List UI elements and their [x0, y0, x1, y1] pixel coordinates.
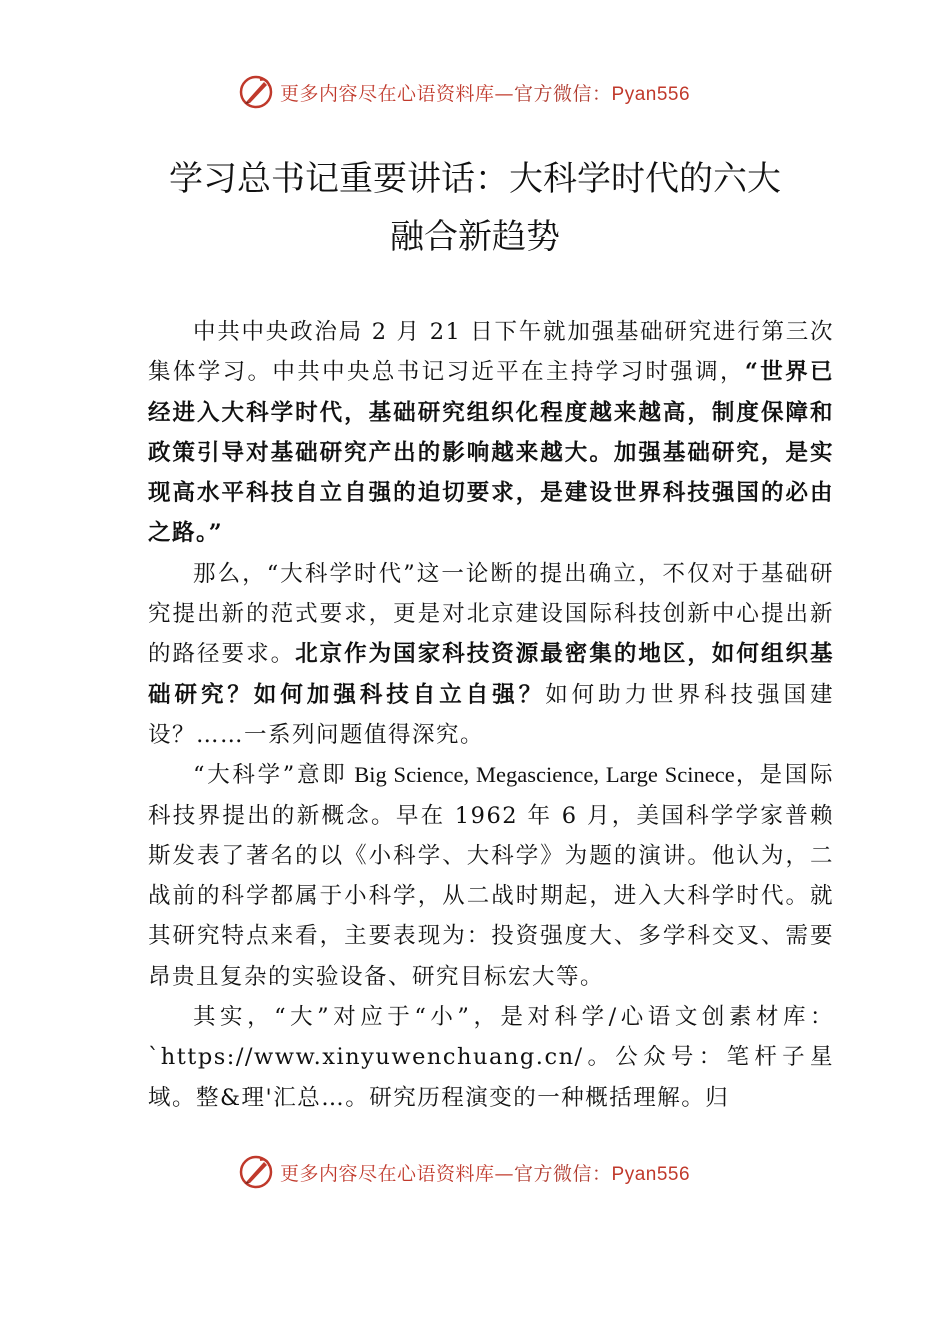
- document-body: [148, 312, 834, 1118]
- paragraph-3: “大科学”意即 Big Science, Megascience, Large Scinece，是国际科技界提出的新概念。早在 1962 年 6 月，美国科学学家普赖斯发表了著名的以《小科学、大科学》为题的演讲。他认为，二战前的科学都属于小科学，从二战时期起，进入大科学时代。就其研究特点来看，主要表现为：投资强度大、多学科交叉、需要昂贵且复杂的实验设备、研究目标宏大等。: [148, 762, 834, 990]
- quote-emphasis: “世界已经进入大科学时代，基础研究组织化程度越来越高，制度保障和政策引导对基础研究产出的影响越来越大。加强基础研究，是实现高水平科技自立自强的迫切要求，是建设世界科技强国的必由之路。”: [148, 359, 834, 547]
- banner-text: 更多内容尽在心语资料库—官方微信：Pyan556: [280, 1162, 691, 1185]
- header-banner[interactable]: [238, 72, 738, 112]
- title-line-2: 融合新趋势: [390, 217, 560, 257]
- document-title: [0, 150, 950, 266]
- quill-logo-icon: [238, 1154, 274, 1190]
- banner-text: 更多内容尽在心语资料库—官方微信：Pyan556: [280, 82, 691, 105]
- paragraph-4: 其实，“大”对应于“小”，是对科学/心语文创素材库：`https://www.xinyuwenchuang.cn/。公众号：笔杆子星域。整&理'汇总…。研究历程演变的一种概括理解。归: [148, 1004, 834, 1111]
- question-emphasis: 北京作为国家科技资源最密集的地区，如何组织基础研究？如何加强科技自立自强？: [148, 641, 834, 708]
- footer-banner[interactable]: [238, 1152, 738, 1192]
- paragraph-1: 中共中央政治局 2 月 21 日下午就加强基础研究进行第三次集体学习。中共中央总书记习近平在主持学习时强调，“世界已经进入大科学时代，基础研究组织化程度越来越高，制度保障和政策引导对基础研究产出的影响越来越大。加强基础研究，是实现高水平科技自立自强的迫切要求，是建设世界科技强国的必由之路。”: [148, 319, 834, 547]
- paragraph-2: 那么，“大科学时代”这一论断的提出确立，不仅对于基础研究提出新的范式要求，更是对北京建设国际科技创新中心提出新的路径要求。北京作为国家科技资源最密集的地区，如何组织基础研究？如何加强科技自立自强？如何助力世界科技强国建设？……一系列问题值得深究。: [148, 560, 834, 748]
- quill-logo-icon: [238, 74, 274, 110]
- title-line-1: 学习总书记重要讲话：大科学时代的六大: [169, 159, 781, 199]
